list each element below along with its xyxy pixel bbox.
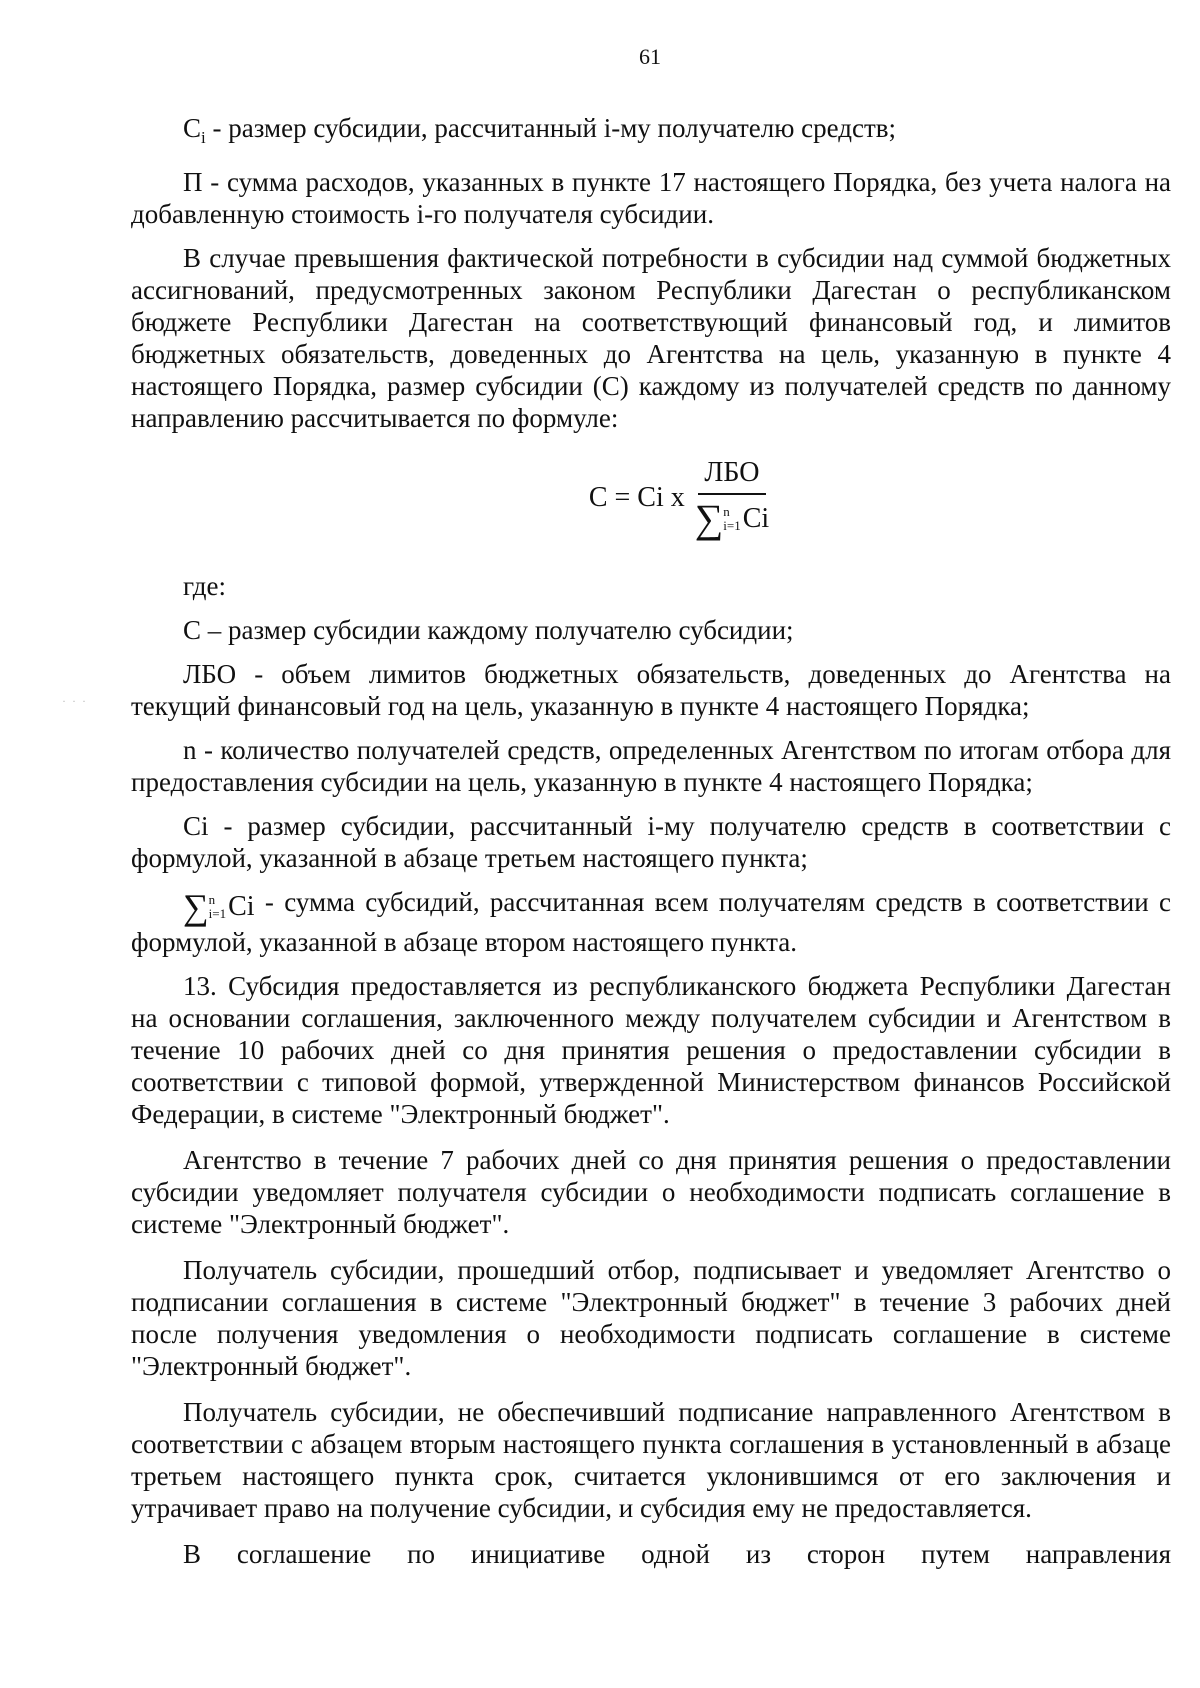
- paragraph-recipient-failed: Получатель субсидии, не обеспечивший подписание направленного Агентством в соответствии с абзацем вторым настоящего пункта соглашения в установленный в абзаце третьем настоящего пункта срок, считается уклонившимся от его заключения и утрачивает право на получение субсидии, и субсидия ему не предоставляется.: [131, 1397, 1171, 1523]
- sum-limits: [209, 893, 226, 921]
- sum-upper-limit: n: [208, 892, 216, 907]
- page-number: 61: [639, 44, 661, 69]
- sum-variable: Ci: [742, 502, 770, 534]
- sum-lower-limit: i=1: [208, 906, 227, 921]
- sigma-symbol: ∑: [183, 887, 209, 927]
- paragraph-recipient-signs: Получатель субсидии, прошедший отбор, подписывает и уведомляет Агентство о подписании соглашения в системе "Электронный бюджет" в течение 3 рабочих дней после получения уведомления о необходимости подписать соглашение в системе "Электронный бюджет".: [131, 1255, 1171, 1381]
- formula-fraction: [695, 456, 769, 541]
- ci-variable: C: [183, 113, 202, 143]
- formula-lhs: С = Ci x: [588, 482, 685, 513]
- paragraph-13: 13. Субсидия предоставляется из республиканского бюджета Республики Дагестан на основании соглашения, заключенного между получателем субсидии и Агентством в течение 10 рабочих дней со дня принятия решения о предоставлении субсидии в соответствии с типовой формой, утвержденной Министерством финансов Российской Федерации, в системе "Электронный бюджет".: [131, 971, 1171, 1129]
- document-body: [131, 112, 1171, 1582]
- scan-margin-mark: · · ·: [62, 694, 86, 708]
- paragraph-excess-case: В случае превышения фактической потребности в субсидии над суммой бюджетных ассигнований, предусмотренных законом Республики Дагестан о республиканском бюджете Республики Дагестан на соответствующий финансовый год, и лимитов бюджетных обязательств, доведенных до Агентства на цель, указанную в пункте 4 настоящего Порядка, размер субсидии (С) каждому из получателей средств по данному направлению рассчитывается по формуле:: [131, 243, 1171, 433]
- paragraph-agreement-start: В соглашение по инициативе одной из сторон путем направления: [183, 1539, 1171, 1569]
- definition-sum-text: - сумма субсидий, рассчитанная всем получателям средств в соответствии с формулой, указанной в абзаце втором настоящего пункта.: [131, 887, 1171, 957]
- where-label: где:: [183, 571, 226, 601]
- inline-sum-expression: [183, 888, 255, 926]
- paragraph-p-definition: П - сумма расходов, указанных в пункте 17 настоящего Порядка, без учета налога на добавленную стоимость i-го получателя субсидии.: [131, 167, 1171, 229]
- definition-c: С – размер субсидии каждому получателю субсидии;: [183, 615, 794, 645]
- paragraph-ci-definition: [131, 112, 1171, 154]
- sum-variable: Ci: [228, 891, 255, 922]
- ci-subscript: i: [201, 128, 206, 147]
- formula-denominator: [695, 495, 769, 541]
- definition-lbo: ЛБО - объем лимитов бюджетных обязательств, доведенных до Агентства на текущий финансовый год на цель, указанную в пункте 4 настоящего Порядка;: [131, 659, 1171, 721]
- formula-numerator: ЛБО: [698, 456, 765, 495]
- sum-lower-limit: i=1: [723, 517, 741, 533]
- ci-definition-text: - размер субсидии, рассчитанный i-му получателю средств;: [205, 113, 897, 143]
- definition-ci: Ci - размер субсидии, рассчитанный i-му получателю средств в соответствии с формулой, указанной в абзаце третьем настоящего пункта;: [131, 811, 1171, 873]
- subsidy-formula: [131, 446, 1171, 550]
- paragraph-agency-notice: Агентство в течение 7 рабочих дней со дня принятия решения о предоставлении субсидии уведомляет получателя субсидии о необходимости подписать соглашение в системе "Электронный бюджет".: [131, 1145, 1171, 1239]
- sum-limits: [723, 505, 740, 533]
- sum-upper-limit: n: [723, 503, 730, 519]
- definition-sum: [131, 886, 1171, 958]
- definition-n: n - количество получателей средств, определенных Агентством по итогам отбора для предоставления субсидии на цель, указанную в пункте 4 настоящего Порядка;: [131, 735, 1171, 797]
- sigma-symbol: ∑: [694, 495, 724, 541]
